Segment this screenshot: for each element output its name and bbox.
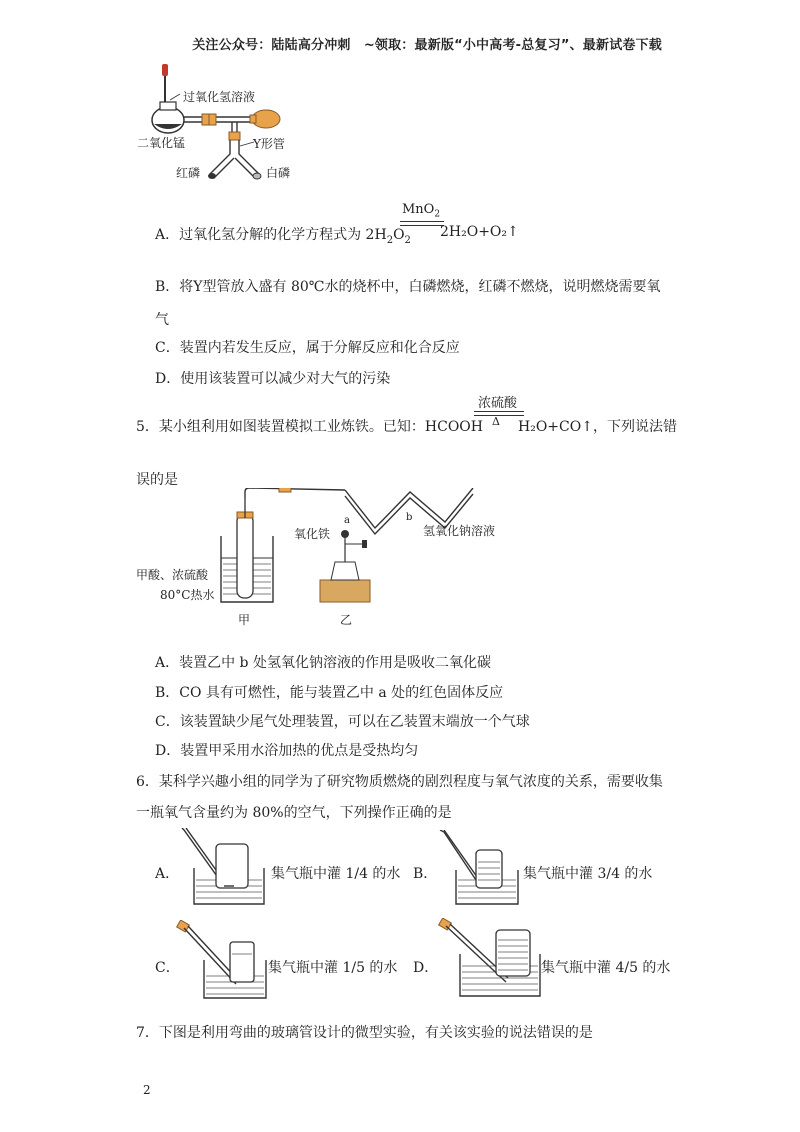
label-white-phosphorus: 白磷 [266, 166, 291, 180]
label-hot-water: 80°C热水 [160, 588, 215, 602]
q5-option-b: B．CO 具有可燃性，能与装置乙中 a 处的红色固体反应 [155, 685, 504, 701]
q5-option-c: C．该装置缺少尾气处理装置，可以在乙装置末端放一个气球 [155, 714, 530, 730]
iron-smelting-figure [215, 488, 475, 618]
q6-option-b-letter: B． [413, 866, 438, 882]
label-red-phosphorus: 红磷 [176, 166, 201, 180]
q4-option-b-line2: 气 [155, 312, 169, 328]
q4-option-a: A．过氧化氢分解的化学方程式为 $2H_2O_2$ [155, 227, 411, 246]
q5-option-a: A．装置乙中 b 处氢氧化钠溶液的作用是吸收二氧化碳 [155, 655, 491, 671]
label-jia: 甲 [238, 613, 251, 627]
page-number: 2 [143, 1083, 151, 1097]
q6-option-b-text: 集气瓶中灌 3/4 的水 [523, 866, 653, 882]
label-point-a: a [344, 515, 350, 526]
q6-option-d-text: 集气瓶中灌 4/5 的水 [541, 960, 671, 976]
q4-option-b-line1: B．将Y型管放入盛有 80℃水的烧杯中，白磷燃烧，红磷不燃烧，说明燃烧需要氧 [155, 279, 661, 295]
q5-condition-top: 浓硫酸 [478, 396, 518, 411]
q6-option-c-letter: C． [155, 960, 180, 976]
q6-option-a-text: 集气瓶中灌 1/4 的水 [271, 866, 401, 882]
label-h2o2: 过氧化氢溶液 [183, 90, 256, 104]
q6-apparatus-d [436, 918, 542, 1002]
q4-option-d: D．使用该装置可以减少对大气的污染 [155, 371, 391, 387]
label-point-b: b [406, 512, 413, 523]
q5-stem-line1: 5．某小组利用如图装置模拟工业炼铁。已知：HCOOH [136, 419, 483, 435]
label-y-tube: Y形管 [253, 137, 285, 151]
q5-condition-bottom: Δ [492, 415, 500, 428]
q4-option-c: C．装置内若发生反应，属于分解反应和化合反应 [155, 340, 460, 356]
q5-stem-line2: 误的是 [136, 472, 178, 488]
q6-stem-line1: 6．某科学兴趣小组的同学为了研究物质燃烧的剧烈程度与氧气浓度的关系，需要收集 [136, 774, 663, 790]
label-mno2: 二氧化锰 [137, 136, 186, 150]
reaction-equals [400, 221, 444, 226]
q4-products: 2H₂O+O₂↑ [440, 224, 519, 240]
q6-apparatus-b [438, 830, 524, 908]
q5-option-d: D．装置甲采用水浴加热的优点是受热均匀 [155, 743, 419, 759]
q6-option-c-text: 集气瓶中灌 1/5 的水 [268, 960, 398, 976]
q6-apparatus-c [176, 920, 268, 1002]
label-acid: 甲酸、浓硫酸 [136, 568, 209, 582]
q6-stem-line2: 一瓶氧气含量约为 80%的空气，下列操作正确的是 [136, 805, 452, 821]
q6-apparatus-a [178, 828, 270, 908]
q7-stem: 7．下图是利用弯曲的玻璃管设计的微型实验，有关该实验的说法错误的是 [136, 1025, 593, 1041]
label-yi: 乙 [340, 613, 353, 627]
q6-option-d-letter: D． [413, 960, 439, 976]
h2o2-apparatus-figure [140, 62, 320, 190]
page-header: 关注公众号：陆陆高分冲刺 ~领取：最新版“小中高考-总复习”、最新试卷下载 [192, 38, 662, 53]
label-fe2o3: 氧化铁 [294, 527, 331, 541]
q5-stem-suffix: H₂O+CO↑，下列说法错 [518, 419, 677, 435]
label-naoh: 氢氧化钠溶液 [423, 524, 496, 538]
q4-condition: MnO$_2$ [402, 202, 441, 220]
q6-option-a-letter: A． [155, 866, 180, 882]
